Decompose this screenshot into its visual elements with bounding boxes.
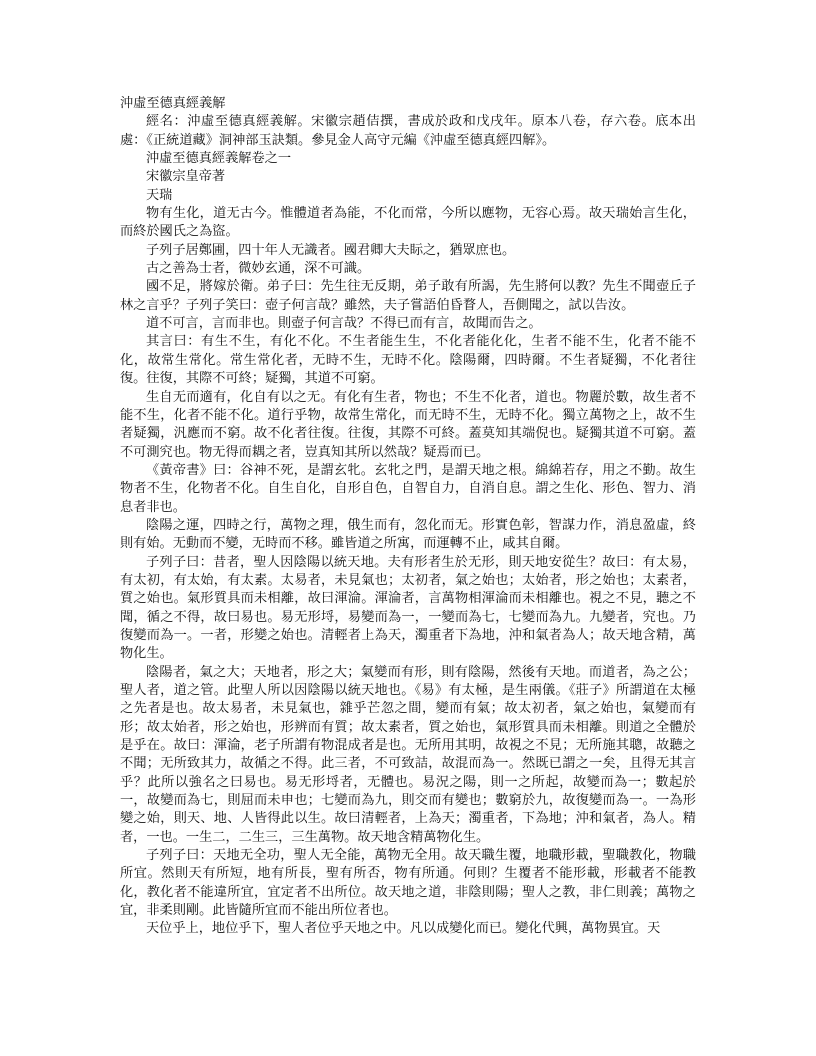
author-line: 宋徽宗皇帝著 — [146, 169, 226, 185]
chapter-heading: 天瑞 — [146, 187, 173, 203]
document-title: 沖虛至德真經義解 — [120, 96, 226, 111]
paragraph: 子列子居鄭圃，四十年人无識者。國君卿大夫眎之，猶眾庶也。 — [146, 242, 516, 258]
paragraph: 道不可言，言而非也。則壺子何言哉？不得已而有言，故聞而告之。 — [146, 316, 542, 332]
document-page — [120, 95, 696, 939]
paragraph: 國不足，將嫁於衛。弟子曰：先生往无反期，弟子敢有所謁，先生將何以教？先生不聞壺丘子林之言乎？子列子笑曰：壺子何言哉？雖然，夫子嘗語伯昏瞀人，吾側聞之，試以告汝。 — [120, 279, 696, 313]
paragraph: 生自无而適有，化自有以之无。有化有生者，物也；不生不化者，道也。物麗於數，故生者不能不生，化者不能不化。道行乎物，故常生常化，而无時不生，无時不化。獨立萬物之上，故不生者疑獨，汎應而不窮。故不化者往復。往復，其際不可終。蓋莫知其端倪也。疑獨其道不可窮。蓋不可測究也。物无得而耦之者，豈真知其所以然哉？疑焉而已。 — [120, 389, 696, 460]
paragraph: 子列子曰：天地无全功，聖人无全能，萬物无全用。故天職生覆，地職形載，聖職教化，物職所宜。然則天有所短，地有所長，聖有所否，物有所通。何則？生覆者不能形載，形載者不能教化，教化者不能違所宜，宜定者不出所位。故天地之道，非陰則陽；聖人之教，非仁則義；萬物之宜，非柔則剛。此皆隨所宜而不能出所位者也。 — [120, 848, 696, 919]
paragraph: 子列子曰：昔者，聖人因陰陽以統天地。夫有形者生於无形，則天地安從生？故曰：有太易，有太初，有太始，有太素。太易者，未見氣也；太初者，氣之始也；太始者，形之始也；太素者，質之始也。氣形質具而未相離，故曰渾淪。渾淪者，言萬物相渾淪而未相離也。視之不見，聽之不聞，循之不得，故曰易也。易无形埒，易變而為一，一變而為七，七變而為九。九變者，究也。乃復變而為一。一者，形變之始也。清輕者上為天，濁重者下為地，沖和氣者為人；故天地含精，萬物化生。 — [120, 554, 696, 662]
paragraph: 陰陽者，氣之大；天地者，形之大；氣變而有形，則有陰陽，然後有天地。而道者，為之公；聖人者，道之管。此聖人所以因陰陽以統天地也。《易》有太極，是生兩儀。《莊子》所謂道在太極之先者是也。故太易者，未見氣也，雜乎芒忽之間，變而有氣；故太初者，氣之始也，氣變而有形；故太始者，形之始也，形辨而有質；故太素者，質之始也，氣形質具而未相離。則道之全體於是乎在。故曰：渾淪，老子所謂有物混成者是也。无所用其明，故視之不見；无所施其聰，故聽之不聞；无所致其力，故循之不得。此三者，不可致詰，故混而為一。然既已謂之一矣，且得无其言乎？此所以強名之曰易也。易无形埒者，无體也。易況之陽，則一之所起，故變而為一；數起於一，故變而為七，則屈而未申也；七變而為九，則交而有變也；數窮於九，故復變而為一。一為形變之始，則天、地、人皆得此以生。故曰清輕者，上為天；濁重者，下為地；沖和氣者，為人。精者，一也。一生二，二生三，三生萬物。故天地含精萬物化生。 — [120, 664, 696, 845]
volume-title: 沖虛至德真經義解卷之一 — [146, 151, 292, 167]
paragraph: 其言曰：有生不生，有化不化。不生者能生生，不化者能化化，生者不能不生，化者不能不化，故常生常化。常生常化者，无時不生，无時不化。陰陽爾，四時爾。不生者疑獨，不化者往復。往復，其際不可終；疑獨，其道不可窮。 — [120, 334, 696, 387]
document-metadata: 經名：沖虛至德真經義解。宋徽宗趙佶撰，書成於政和戊戌年。原本八卷，存六卷。底本出處：《正統道藏》洞神部玉訣類。參見金人高守元編《沖虛至德真經四解》。 — [120, 114, 696, 148]
paragraph: 古之善為士者，微妙玄通，深不可識。 — [146, 261, 371, 277]
paragraph: 物有生化，道无古今。惟體道者為能，不化而常，今所以應物，无容心焉。故天瑞始言生化，而終於國氏之為盜。 — [120, 206, 696, 240]
paragraph: 陰陽之運，四時之行，萬物之理，俄生而有，忽化而无。形實色彰，智謀力作，消息盈虛，終則有始。无動而不變，无時而不移。雖皆道之所寓，而運轉不止，咸其自爾。 — [120, 517, 696, 552]
paragraph: 天位乎上，地位乎下，聖人者位乎天地之中。凡以成變化而已。變化代興，萬物異宜。天 — [146, 921, 661, 937]
paragraph: 《黃帝書》曰：谷神不死，是謂玄牝。玄牝之門，是謂天地之根。綿綿若存，用之不勤。故生物者不生，化物者不化。自生自化，自形自色，自智自力，自消自息。謂之生化、形色、智力、消息者非也。 — [120, 462, 696, 515]
